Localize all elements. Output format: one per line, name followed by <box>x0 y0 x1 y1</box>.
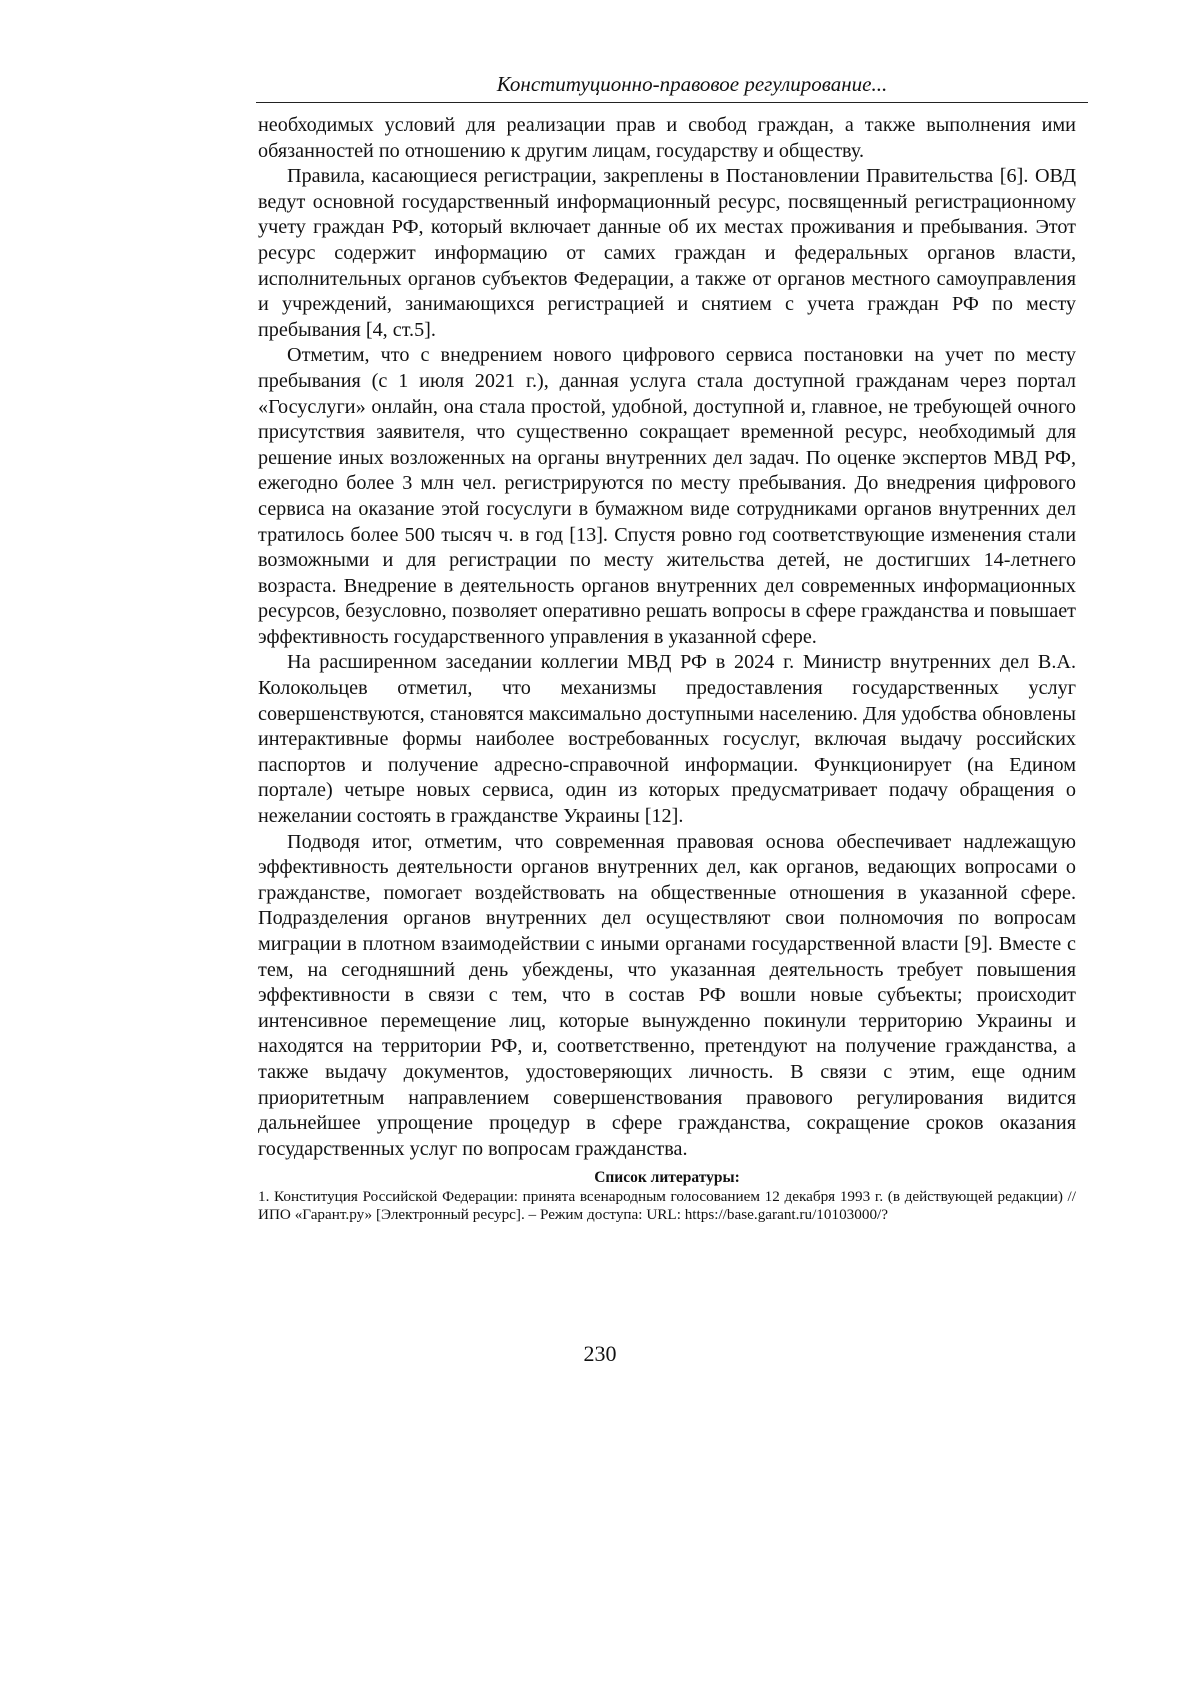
paragraph: Правила, касающиеся регистрации, закреплены в Постановлении Правительства [6]. ОВД ведут основной государственный информационный ресурс, посвященный регистрационному учету граждан РФ, который включает данные об их местах про­живания и пребывания. Этот ресурс содержит информацию от самих граждан и фе­деральных органов власти, исполнительных органов субъектов Федерации, а также от органов местного самоуправления и учреждений, занимающихся регистрацией и снятием с учета граждан РФ по месту пребывания [4, ст.5]. <box>258 164 1076 343</box>
paragraph: Подводя итог, отметим, что современная правовая основа обеспечивает надле­жащую эффективность деятельности органов внутренних дел, как органов, ведаю­щих вопросами о гражданстве, помогает воздействовать на общественные отноше­ния в указанной сфере. Подразделения органов внутренних дел осуществляют свои полномочия по вопросам миграции в плотном взаимодействии с иными органами государственной власти [9]. Вместе с тем, на сегодняшний день убеждены, что ука­занная деятельность требует повышения эффективности в связи с тем, что в состав РФ вошли новые субъекты; происходит интенсивное перемещение лиц, которые вынужденно покинули территорию Украины и находятся на территории РФ, и, со­ответственно, претендуют на получение гражданства, а также выдачу документов, удостоверяющих личность. В связи с этим, еще одним приоритетным направлением совершенствования правового регулирования видится дальнейшее упрощение про­цедур в сфере гражданства, сокращение сроков оказания государственных услуг по вопросам гражданства. <box>258 830 1076 1163</box>
page-number: 230 <box>0 1340 1200 1368</box>
article-body <box>258 113 1076 1162</box>
page-content <box>258 70 1076 1223</box>
paragraph: Отметим, что с внедрением нового цифрового сервиса постановки на учет по ме­сту пребывания (с 1 июля 2021 г.), данная услуга стала доступной гражданам через портал «Госуслуги» онлайн, она стала простой, удобной, доступной и, главное, не требующей очного присутствия заявителя, что существенно сокращает временной ресурс, необходимый для решение иных возложенных на органы внутренних дел задач. По оценке экспертов МВД РФ, ежегодно более 3 млн чел. регистрируются по месту пребывания. До внедрения цифрового сервиса на оказание этой госуслуги в бумажном виде сотрудниками органов внутренних дел тратилось более 500 тысяч ч. в год [13]. Спустя ровно год соответствующие изменения стали возможными и для регистрации по месту жительства детей, не достигших 14-летнего возраста. Внедре­ние в деятельность органов внутренних дел современных информационных ресур­сов, безусловно, позволяет оперативно решать вопросы в сфере гражданства и по­вышает эффективность государственного управления в указанной сфере. <box>258 343 1076 650</box>
paragraph: На расширенном заседании коллегии МВД РФ в 2024 г. Министр внутренних дел В.А. Колокольцев отметил, что механизмы предоставления государственных услуг совершенствуются, становятся максимально доступными населению. Для удобства обновлены интерактивные формы наиболее востребованных госуслуг, включая вы­дачу российских паспортов и получение адресно-справочной информации. Функци­онирует (на Едином портале) четыре новых сервиса, один из которых предусматри­вает подачу обращения о нежелании состоять в гражданстве Украины [12]. <box>258 650 1076 829</box>
running-header: Конституционно-правовое регулирование... <box>256 70 1088 103</box>
reference-item: 1. Конституция Российской Федерации: принята всенародным голосованием 12 декабря 1993 г. (в действующей редакции) // ИПО «Гарант.ру» [Электронный ресурс]. – Режим доступа: URL: https://base.garant.ru/10103000/? <box>258 1188 1076 1223</box>
references-title: Список литературы: <box>258 1168 1076 1188</box>
paragraph: необходимых условий для реализации прав и свобод граждан, а также выполнения ими обязанностей по отношению к другим лицам, государству и обществу. <box>258 113 1076 164</box>
